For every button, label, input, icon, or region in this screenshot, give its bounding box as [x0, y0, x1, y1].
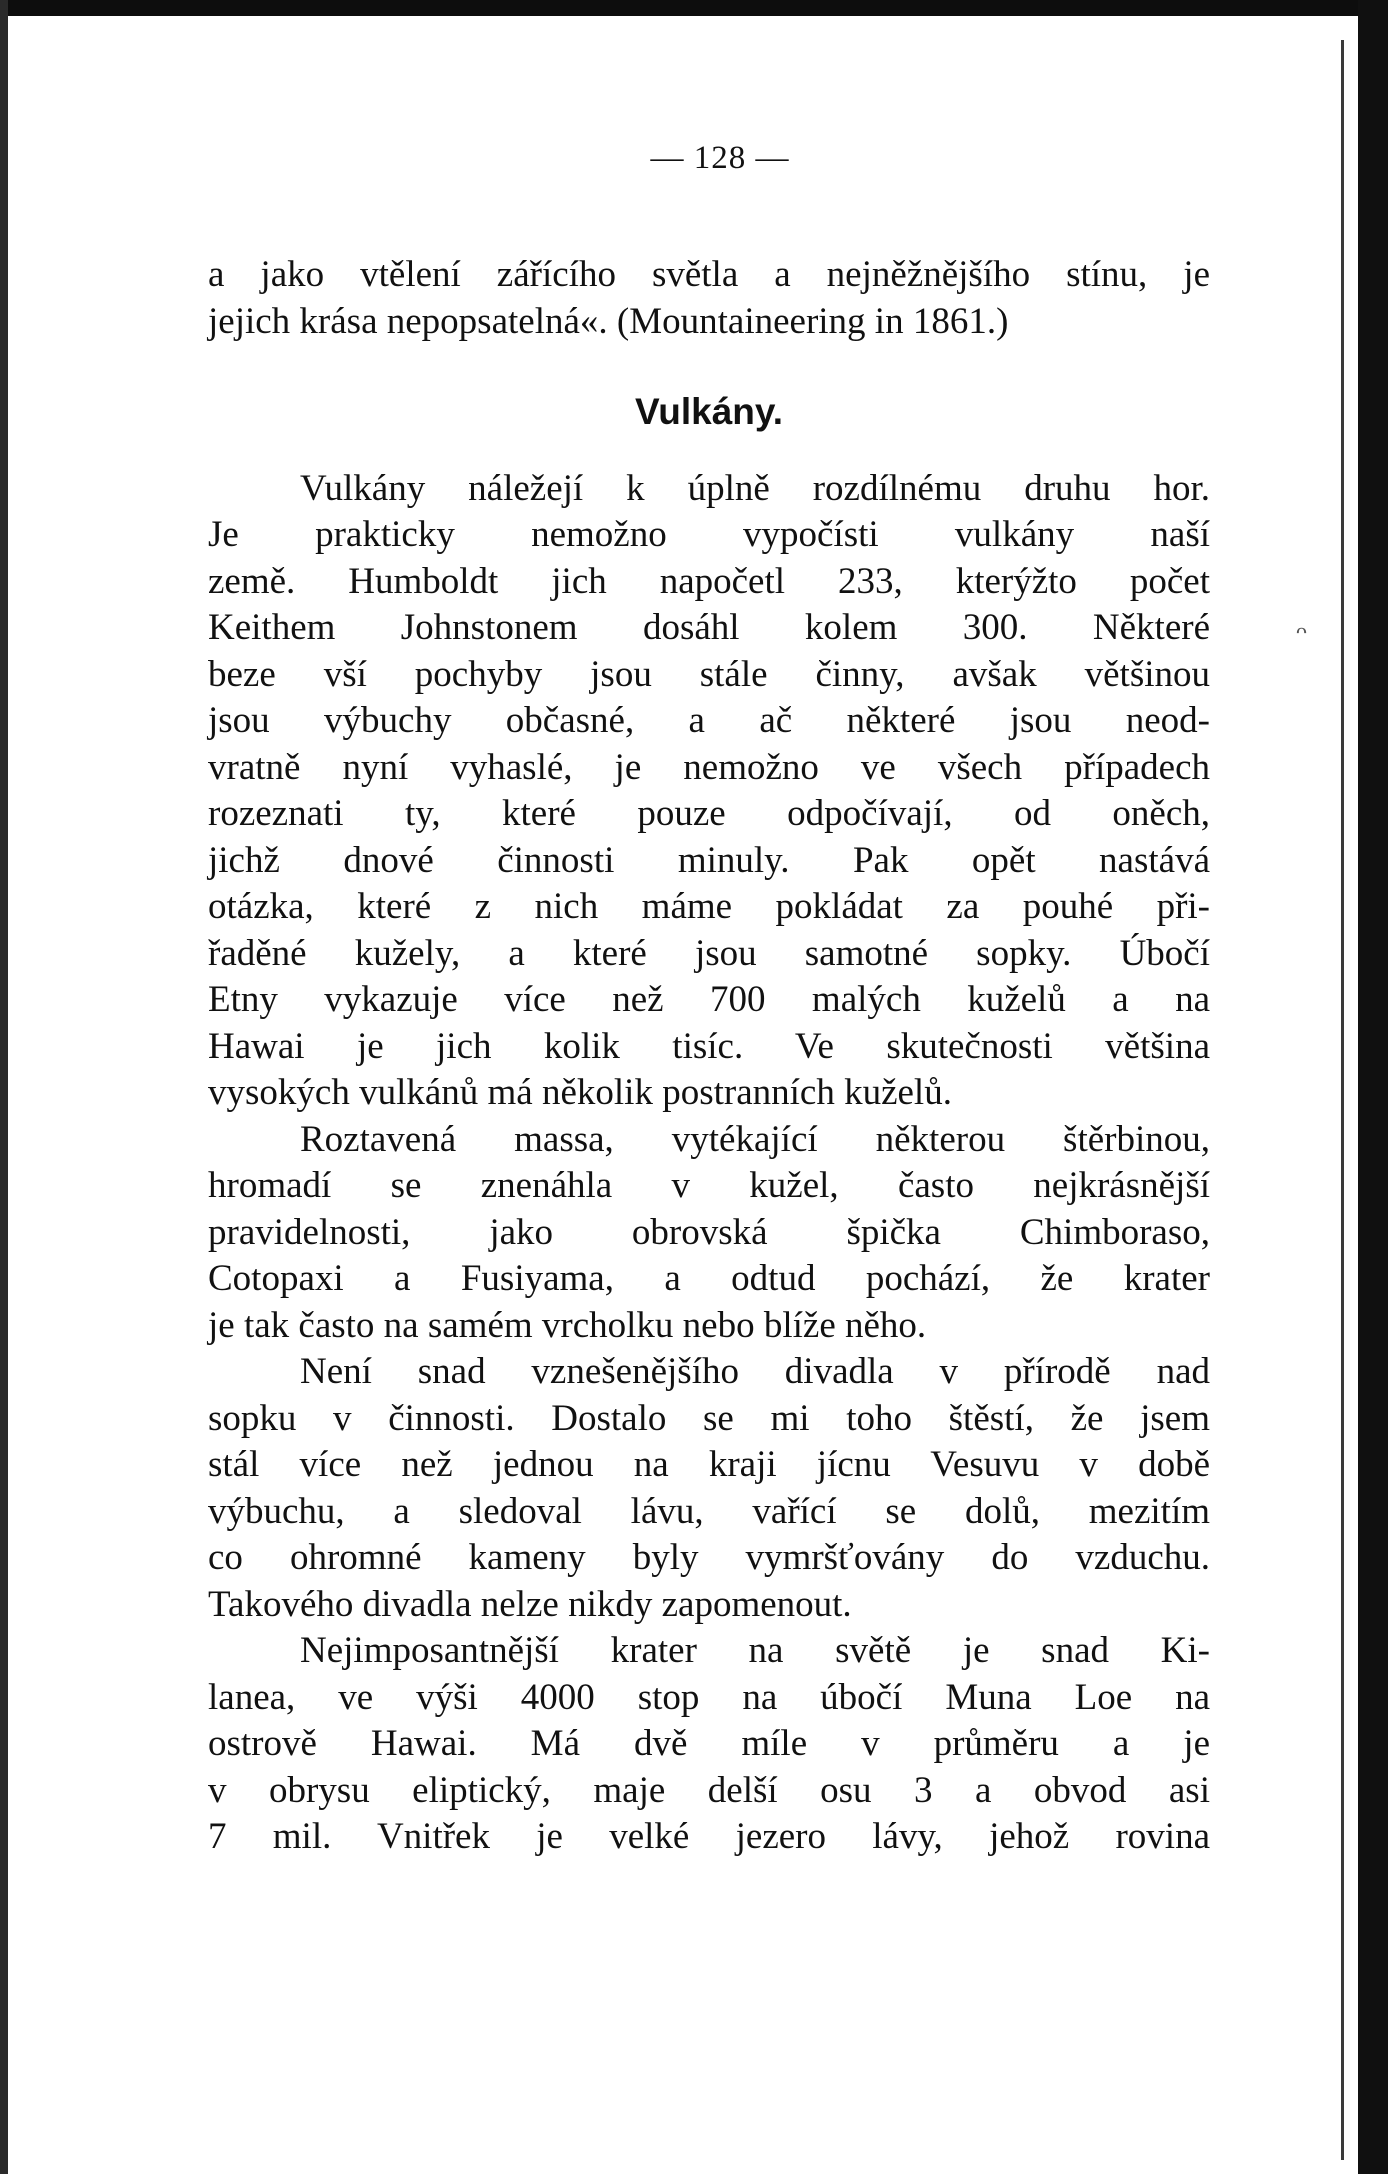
text-line: vysokých vulkánů má několik postranních kuželů.	[208, 1072, 952, 1113]
text-line: Vulkány náležejí k úplně rozdílnému druhu hor.	[300, 467, 1210, 509]
text-line: beze vší pochyby jsou stále činny, avšak většinou	[208, 653, 1210, 695]
text-line: co ohromné kameny byly vymršťovány do vzduchu.	[208, 1537, 1210, 1578]
text-line: jichž dnové činnosti minuly. Pak opět nastává	[208, 839, 1210, 881]
text-line: Takového divadla nelze nikdy zapomenout.	[208, 1583, 852, 1625]
text-line: 7 mil. Vnitřek je velké jezero lávy, jehož rovina	[208, 1816, 1210, 1857]
text-line: ostrově Hawai. Má dvě míle v průměru a je	[208, 1723, 1210, 1764]
margin-mark: ᴖ	[1296, 618, 1307, 643]
text-line: Etny vykazuje více než 700 malých kuželů a na	[208, 979, 1210, 1020]
text-line: výbuchu, a sledoval lávu, vařící se dolů, mezitím	[208, 1490, 1210, 1532]
text-line: vratně nyní vyhaslé, je nemožno ve všech případech	[208, 746, 1210, 788]
text-line: lanea, ve výši 4000 stop na úbočí Muna Loe na	[208, 1676, 1210, 1718]
scan-border-left	[0, 0, 8, 2174]
text-line: a jako vtělení zářícího světla a nejněžnějšího stínu, je	[208, 254, 1210, 295]
text-line: Je prakticky nemožno vypočísti vulkány naší	[208, 514, 1210, 555]
text-line: Keithem Johnstonem dosáhl kolem 300. Některé	[208, 607, 1210, 648]
text-line: země. Humboldt jich napočetl 233, kterýžto počet	[208, 560, 1210, 602]
text-line: Není snad vznešenějšího divadla v přírodě nad	[300, 1351, 1210, 1392]
text-line: otázka, které z nich máme pokládat za pouhé při-	[208, 886, 1210, 927]
text-line: v obrysu eliptický, maje delší osu 3 a obvod asi	[208, 1769, 1210, 1811]
text-line: Roztavená massa, vytékající některou štěrbinou,	[300, 1118, 1210, 1160]
text-line: jsou výbuchy občasné, a ač některé jsou neod-	[208, 700, 1210, 741]
scan-border-right	[1358, 0, 1388, 2174]
text-line: stál více než jednou na kraji jícnu Vesuvu v době	[208, 1444, 1210, 1485]
text-line: Nejimposantnější krater na světě je snad Ki-	[300, 1630, 1210, 1671]
text-line: Cotopaxi a Fusiyama, a odtud pochází, že krater	[208, 1258, 1210, 1299]
text-line: pravidelnosti, jako obrovská špička Chimboraso,	[208, 1211, 1210, 1253]
section-heading: Vulkány.	[634, 391, 784, 432]
page-number: — 128 —	[650, 140, 790, 176]
scan-border-top	[0, 0, 1388, 16]
scan-edge-line	[1341, 40, 1344, 2160]
text-line: řaděné kužely, a které jsou samotné sopky. Úbočí	[208, 932, 1210, 974]
text-line: rozeznati ty, které pouze odpočívají, od oněch,	[208, 793, 1210, 834]
body-text	[208, 252, 1210, 1861]
text-line: hromadí se znenáhla v kužel, často nejkrásnější	[208, 1165, 1210, 1206]
text-line: Hawai je jich kolik tisíc. Ve skutečnosti většina	[208, 1025, 1210, 1067]
text-line: sopku v činnosti. Dostalo se mi toho štěstí, že jsem	[208, 1397, 1210, 1439]
text-line: jejich krása nepopsatelná«. (Mountaineering in 1861.)	[208, 300, 1009, 342]
text-line: je tak často na samém vrcholku nebo blíže něho.	[208, 1304, 927, 1346]
